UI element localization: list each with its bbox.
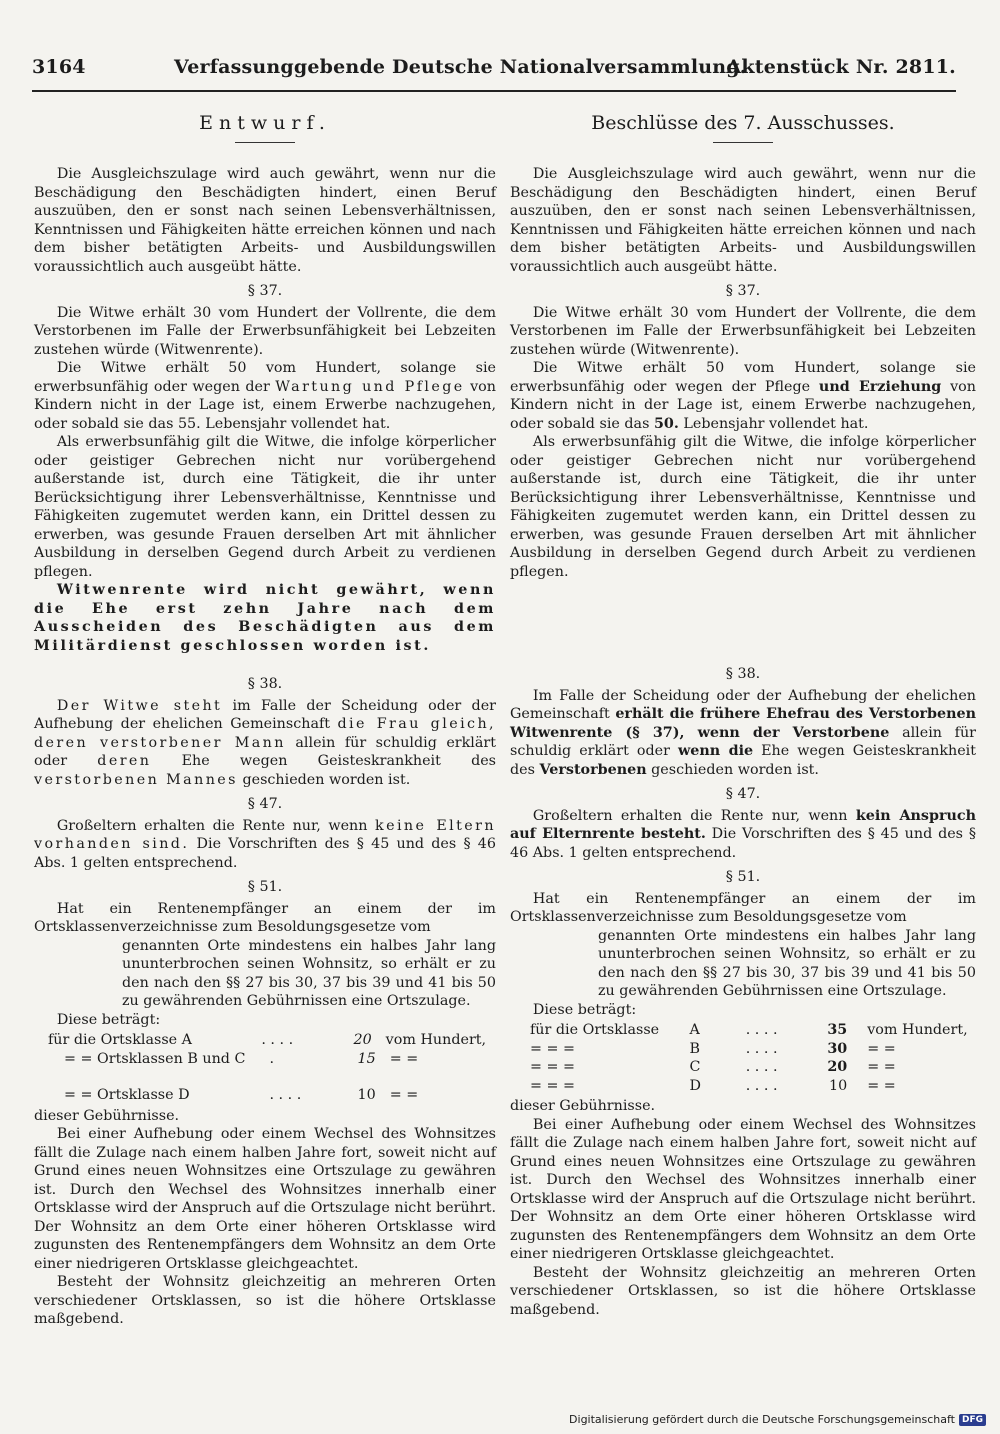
- rate-label: für die Ortsklasse: [530, 1022, 660, 1038]
- rate-dots: . . . .: [745, 1059, 778, 1075]
- right-column-heading: Beschlüsse des 7. Ausschusses.: [591, 112, 895, 134]
- rate-dots: . . . .: [745, 1022, 778, 1038]
- left-s51-paragraph-3: dieser Gebührnisse.: [34, 1107, 180, 1124]
- text-span: von Kindern nicht in der Lage ist, einem Erwerbe nachzugehen, oder sobald sie das: [510, 378, 976, 432]
- rate-class: D: [689, 1077, 701, 1094]
- text-span: Ehe wegen Geisteskrankheit des: [181, 753, 497, 769]
- rate-value: 10: [829, 1077, 848, 1094]
- right-section-47-heading: § 47.: [725, 786, 761, 802]
- right-section-37-heading: § 37.: [725, 283, 761, 299]
- left-s51-paragraph-1b: genannten Orte mindestens ein halbes Jahr lang ununterbrochen seinen Wohnsitz, so erhält er zu den nach den §§ 27 bis 30, 37 bis 39 und 41 bis 50 zu gewährenden Gebührnissen eine Ortszulage.: [122, 937, 496, 1009]
- rate-label: = = =: [530, 1040, 576, 1057]
- text-span: Großeltern erhalten die Rente nur, wenn: [56, 817, 368, 834]
- rate-class: C: [689, 1059, 701, 1075]
- rate-class: B: [689, 1040, 701, 1057]
- right-column-resolutions: [510, 104, 976, 1319]
- left-s37-paragraph-3: Als erwerbsunfähig gilt die Witwe, die infolge körperlicher oder geistiger Gebrechen nicht nur vorübergehend außerstande ist, durch eine Tätigkeit, die ihr unter Berücksichtigung ihrer Lebensverhältnisse, Kenntnisse und Fähigkeiten zugemutet werden kann, ein Drittel dessen zu erwerben, was gesunde Frauen derselben Art mit ähnlicher Ausbildung in derselben Gegend durch Arbeit zu verdienen pflegen.: [34, 434, 496, 580]
- rate-row: [510, 1040, 976, 1059]
- dfg-logo: DFG: [959, 1414, 986, 1426]
- text-span: von Kindern nicht in der Lage ist, einem Erwerbe nachzugehen, oder sobald sie das 55. Lebensjahr vollendet hat.: [34, 378, 496, 432]
- text-span: geschieden worden ist.: [651, 761, 819, 778]
- rate-dots: . . . .: [261, 1032, 294, 1048]
- spaced-text: deren: [97, 753, 152, 769]
- text-span: geschieden worden ist.: [242, 771, 411, 788]
- right-section-51-heading: § 51.: [725, 869, 761, 885]
- left-s51-paragraph-4: Bei einer Aufhebung oder einem Wechsel des Wohnsitzes fällt die Zulage nach einem halben Jahre fort, soweit nicht auf Grund eines neuen Wohnsitzes eine Ortszulage zu gewähren ist. Durch den Wechsel des Wohnsitzes innerhalb einer Ortsklasse wird der Anspruch auf die Ortszulage nicht berührt. Der Wohnsitz an dem Orte einer höheren Ortsklasse wird zugunsten des Rentenempfängers dem Wohnsitz an dem Orte einer niedrigeren Ortsklasse gleichgeachtet.: [34, 1126, 496, 1272]
- spaced-text: verstorbenen Mannes: [34, 771, 238, 788]
- bold-text: und Erziehung: [818, 378, 942, 395]
- right-s37-paragraph-1: Die Witwe erhält 30 vom Hundert der Vollrente, die dem Verstorbenen im Falle der Erwerbsunfähigkeit bei Lebzeiten zustehen würde (Witwenrente).: [510, 304, 976, 358]
- rate-unit: = =: [867, 1040, 896, 1057]
- text-span: Ehe wegen Geisteskrankheit des: [510, 743, 976, 778]
- header-rule: [32, 90, 956, 92]
- left-s37-paragraph-1: Die Witwe erhält 30 vom Hundert der Vollrente, die dem Verstorbenen im Falle der Erwerbsunfähigkeit bei Lebzeiten zustehen würde (Witwenrente).: [34, 304, 496, 358]
- left-s51-paragraph-2: Diese beträgt:: [56, 1011, 161, 1028]
- right-s37-paragraph-2: [510, 359, 976, 433]
- left-section-47-heading: § 47.: [247, 796, 283, 812]
- footer-text: Digitalisierung gefördert durch die Deutsche Forschungsgemeinschaft: [569, 1413, 955, 1426]
- spaced-text: Wartung und Pflege: [275, 378, 465, 395]
- left-rate-table: [34, 1031, 496, 1105]
- page-title: Verfassunggebende Deutsche Nationalversammlung.: [174, 56, 747, 78]
- spaced-text: keine Eltern vorhanden sind.: [34, 817, 497, 852]
- page-number: 3164: [32, 56, 86, 78]
- text-span: im Falle der Scheidung oder der Aufhebung der ehelichen Gemeinschaft: [34, 697, 496, 732]
- left-intro-paragraph: Die Ausgleichszulage wird auch gewährt, wenn nur die Beschädigung den Beschädigten hindert, einen Beruf auszuüben, den er sonst nach seinen Lebensverhältnissen, Kenntnissen und Fähigkeiten hätte erreichen können und nach dem bisher betätigten Arbeits- und Ausbildungswillen voraussichtlich auch ausgeübt hätte.: [34, 166, 496, 275]
- rate-row: [34, 1050, 496, 1069]
- rate-label: = = =: [530, 1059, 576, 1075]
- bold-text: kein Anspruch auf Elternrente besteht.: [510, 807, 977, 842]
- rate-dots: .: [269, 1050, 274, 1067]
- left-s37-paragraph-4: Witwenrente wird nicht gewährt, wenn die Ehe erst zehn Jahre nach dem Ausscheiden des Beschädigten aus dem Militärdienst geschlossen worden ist.: [34, 582, 496, 654]
- right-s37-paragraph-3: Als erwerbsunfähig gilt die Witwe, die infolge körperlicher oder geistiger Gebrechen nicht nur vorübergehend außerstande ist, durch eine Tätigkeit, die ihr unter Berücksichtigung ihrer Lebensverhältnisse, Kenntnisse und Fähigkeiten zugemutet werden kann, ein Drittel dessen zu erwerben, was gesunde Frauen derselben Art mit ähnlicher Ausbildung in derselben Gegend durch Arbeit zu verdienen pflegen.: [510, 434, 976, 580]
- rate-unit: vom Hundert,: [867, 1022, 968, 1038]
- text-span: allein für schuldig erklärt oder: [510, 724, 976, 759]
- bold-text: Verstorbenen: [539, 761, 647, 778]
- rate-value: 30: [827, 1040, 848, 1057]
- rate-class: A: [689, 1022, 700, 1038]
- rate-value: 10: [357, 1087, 376, 1103]
- right-s51-paragraph-1b: genannten Orte mindestens ein halbes Jahr lang ununterbrochen seinen Wohnsitz, so erhält er zu den nach den §§ 27 bis 30, 37 bis 39 und 41 bis 50 zu gewährenden Gebührnissen eine Ortszulage.: [598, 927, 976, 999]
- rate-dots: . . . .: [269, 1087, 302, 1103]
- left-s38-paragraph: [34, 697, 496, 790]
- rate-row: [510, 1077, 976, 1096]
- right-section-38-heading: § 38.: [725, 666, 761, 682]
- right-s38-paragraph: [510, 687, 976, 780]
- document-reference: Aktenstück Nr. 2811.: [726, 56, 956, 78]
- left-section-38-heading: § 38.: [247, 676, 283, 692]
- right-s51-paragraph-1a: Hat ein Rentenempfänger an einem der im Ortsklassenverzeichnisse zum Besoldungsgesetze vom: [510, 890, 976, 925]
- rate-label: = = Ortsklassen B und C: [64, 1050, 246, 1067]
- rate-row: [510, 1021, 976, 1040]
- page-header: [32, 56, 956, 86]
- digitization-footer: [569, 1413, 986, 1426]
- rate-value: 20: [353, 1032, 372, 1048]
- rate-label: für die Ortsklasse A: [48, 1032, 193, 1048]
- rate-unit: = =: [389, 1087, 419, 1103]
- left-s51-paragraph-5: Besteht der Wohnsitz gleichzeitig an mehreren Orten verschiedener Ortsklassen, so ist die höhere Ortsklasse maßgebend.: [34, 1274, 496, 1327]
- rate-label: = = =: [530, 1077, 576, 1094]
- text-span: Die Witwe erhält 50 vom Hundert, solange sie erwerbsunfähig oder wegen der: [34, 360, 496, 395]
- left-heading-rule: [235, 142, 295, 143]
- right-s51-paragraph-3: dieser Gebührnisse.: [510, 1098, 656, 1114]
- left-column-heading: Entwurf.: [199, 112, 331, 134]
- bold-text: 50.: [653, 415, 679, 432]
- text-span: Die Witwe erhält 50 vom Hundert, solange sie erwerbsunfähig oder wegen der Pflege: [510, 360, 976, 395]
- left-s47-paragraph: [34, 817, 496, 873]
- left-section-51-heading: § 51.: [247, 879, 283, 895]
- text-span: Die Vorschriften des § 45 und des § 46 Abs. 1 gelten entsprechend.: [510, 826, 976, 861]
- rate-unit: = =: [867, 1059, 896, 1075]
- bold-text: erhält die frühere Ehefrau des Verstorbenen Witwenrente (§ 37), wenn der Verstorbene: [510, 706, 976, 741]
- right-s51-paragraph-5: Besteht der Wohnsitz gleichzeitig an mehreren Orten verschiedener Ortsklassen, so ist die höhere Ortsklasse maßgebend.: [510, 1264, 976, 1318]
- rate-dots: . . . .: [745, 1040, 778, 1057]
- left-s51-paragraph-1a: Hat ein Rentenempfänger an einem der im Ortsklassenverzeichnisse zum Besoldungsgesetze vom: [34, 900, 496, 935]
- rate-unit: = =: [867, 1077, 896, 1094]
- rate-value: 15: [357, 1050, 376, 1067]
- rate-value: 35: [827, 1022, 848, 1038]
- right-s51-paragraph-4: Bei einer Aufhebung oder einem Wechsel des Wohnsitzes fällt die Zulage nach einem halben Jahre fort, soweit nicht auf Grund eines neuen Wohnsitzes eine Ortszulage zu gewähren ist. Durch den Wechsel des Wohnsitzes innerhalb einer Ortsklasse wird der Anspruch auf die Ortszulage nicht berührt. Der Wohnsitz an dem Orte einer höheren Ortsklasse wird zugunsten des Rentenempfängers dem Wohnsitz an dem Orte einer niedrigeren Ortsklasse gleichgeachtet.: [510, 1116, 976, 1262]
- rate-unit: vom Hundert,: [385, 1032, 487, 1048]
- right-s51-paragraph-2: Diese beträgt:: [532, 1001, 637, 1018]
- right-s47-paragraph: [510, 807, 976, 863]
- rate-row: [510, 1058, 976, 1077]
- rate-unit: = =: [389, 1050, 419, 1067]
- text-span: allein für schuldig erklärt oder: [34, 734, 496, 769]
- rate-row: [34, 1086, 496, 1105]
- left-section-37-heading: § 37.: [247, 283, 283, 299]
- text-span: Im Falle der Scheidung oder der Aufhebung der ehelichen Gemeinschaft: [510, 687, 976, 722]
- spaced-text: Der Witwe steht: [56, 697, 223, 714]
- rate-value: 20: [827, 1059, 848, 1075]
- rate-label: = = Ortsklasse D: [64, 1087, 190, 1103]
- text-span: Lebensjahr vollendet hat.: [683, 415, 869, 432]
- right-intro-paragraph: Die Ausgleichszulage wird auch gewährt, wenn nur die Beschädigung den Beschädigten hindert, einen Beruf auszuüben, den er sonst nach seinen Lebensverhältnissen, Kenntnissen und Fähigkeiten hätte erreichen können und nach dem bisher betätigten Arbeits- und Ausbildungswillen voraussichtlich auch ausgeübt hätte.: [510, 166, 976, 275]
- spaced-text: die Frau gleich, deren verstorbener Mann: [34, 716, 497, 751]
- text-span: Großeltern erhalten die Rente nur, wenn: [532, 807, 848, 824]
- rate-row: [34, 1031, 496, 1050]
- right-heading-rule: [713, 142, 773, 143]
- rate-dots: . . . .: [745, 1077, 778, 1094]
- left-s37-paragraph-2: [34, 359, 496, 433]
- right-rate-table: [510, 1021, 976, 1095]
- bold-text: wenn die: [677, 743, 754, 759]
- left-column-draft: [34, 104, 496, 1329]
- text-span: Die Vorschriften des § 45 und des § 46 Abs. 1 gelten entsprechend.: [34, 836, 497, 871]
